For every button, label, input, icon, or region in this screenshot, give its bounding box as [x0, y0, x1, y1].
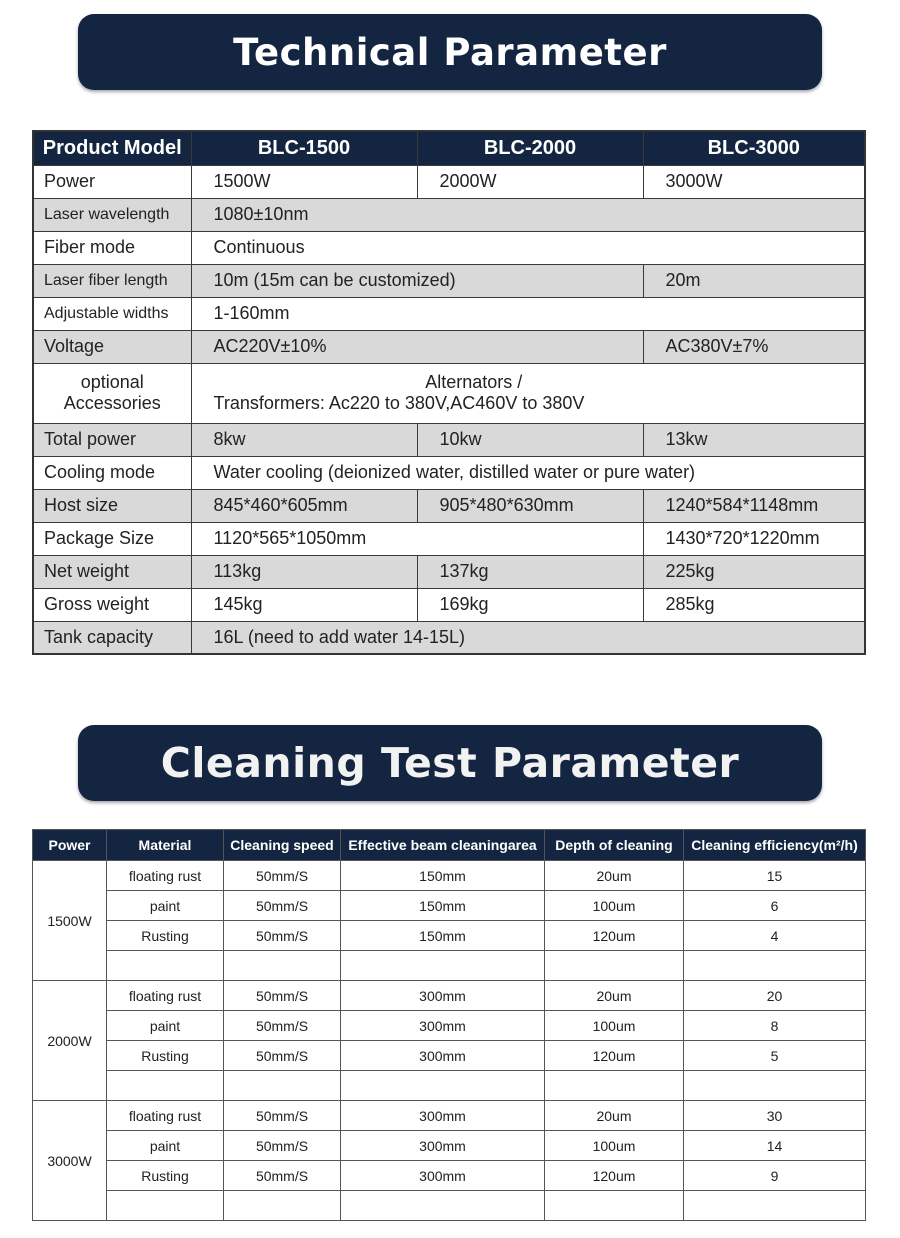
cell: 30 — [684, 1101, 866, 1131]
header-efficiency: Cleaning efficiency(m²/h) — [684, 830, 866, 861]
row-label: optional Accessories — [33, 363, 191, 423]
cell: 8kw — [191, 423, 417, 456]
cell: 10m (15m can be customized) — [191, 264, 643, 297]
technical-parameter-table — [32, 130, 866, 655]
row-label: Tank capacity — [33, 621, 191, 654]
cell: 285kg — [643, 588, 865, 621]
table-row — [33, 1041, 866, 1071]
cell: Rusting — [107, 1041, 224, 1071]
blank-row — [33, 1071, 866, 1101]
empty-cell — [684, 1191, 866, 1221]
header-material: Material — [107, 830, 224, 861]
cell: 20m — [643, 264, 865, 297]
row-label: Power — [33, 165, 191, 198]
empty-cell — [545, 1191, 684, 1221]
cell: 20um — [545, 981, 684, 1011]
row-label: Adjustable widths — [33, 297, 191, 330]
header-cleaning-speed: Cleaning speed — [224, 830, 341, 861]
cleaning-test-parameter-banner — [78, 725, 822, 801]
table-row — [33, 861, 866, 891]
cell: 145kg — [191, 588, 417, 621]
row-label: Fiber mode — [33, 231, 191, 264]
row-label: Laser fiber length — [33, 264, 191, 297]
header-product-model: Product Model — [33, 131, 191, 165]
cell: 137kg — [417, 555, 643, 588]
cell: floating rust — [107, 861, 224, 891]
table-row — [33, 921, 866, 951]
cell: 1080±10nm — [191, 198, 865, 231]
table-row-accessories — [33, 363, 865, 423]
table-header-row — [33, 131, 865, 165]
cell: 50mm/S — [224, 1041, 341, 1071]
cell: 300mm — [341, 1131, 545, 1161]
cell: 1500W — [191, 165, 417, 198]
table-row-cooling — [33, 456, 865, 489]
cell: 14 — [684, 1131, 866, 1161]
cell: AC220V±10% — [191, 330, 643, 363]
cell: floating rust — [107, 1101, 224, 1131]
accessories-line-1: Alternators / — [425, 372, 523, 392]
header-blc-1500: BLC-1500 — [191, 131, 417, 165]
cell: 13kw — [643, 423, 865, 456]
cell: 50mm/S — [224, 921, 341, 951]
cell: floating rust — [107, 981, 224, 1011]
header-beam-area: Effective beam cleaningarea — [341, 830, 545, 861]
cell: 50mm/S — [224, 891, 341, 921]
cell: paint — [107, 1011, 224, 1041]
empty-cell — [684, 1071, 866, 1101]
power-cell: 2000W — [33, 981, 107, 1101]
header-depth: Depth of cleaning — [545, 830, 684, 861]
table-row-widths — [33, 297, 865, 330]
cell: 50mm/S — [224, 861, 341, 891]
table-row-package-size — [33, 522, 865, 555]
cell: 100um — [545, 1131, 684, 1161]
header-blc-2000: BLC-2000 — [417, 131, 643, 165]
cell: 150mm — [341, 861, 545, 891]
cell: 120um — [545, 1041, 684, 1071]
cell: 905*480*630mm — [417, 489, 643, 522]
cleaning-test-table — [32, 829, 866, 1221]
cell: 20 — [684, 981, 866, 1011]
cell: 120um — [545, 921, 684, 951]
cell: 300mm — [341, 1041, 545, 1071]
technical-parameter-title: Technical Parameter — [233, 30, 667, 74]
blank-row — [33, 951, 866, 981]
cell: 100um — [545, 891, 684, 921]
cell: 1240*584*1148mm — [643, 489, 865, 522]
row-label: Total power — [33, 423, 191, 456]
cell: 8 — [684, 1011, 866, 1041]
cell: 50mm/S — [224, 981, 341, 1011]
empty-cell — [545, 951, 684, 981]
empty-cell — [341, 1071, 545, 1101]
cell: 300mm — [341, 981, 545, 1011]
cell: 100um — [545, 1011, 684, 1041]
header-power: Power — [33, 830, 107, 861]
cell: Continuous — [191, 231, 865, 264]
table-row-fiber-mode — [33, 231, 865, 264]
cell: 50mm/S — [224, 1011, 341, 1041]
cleaning-test-parameter-title: Cleaning Test Parameter — [160, 739, 740, 787]
cell: 5 — [684, 1041, 866, 1071]
cell: 50mm/S — [224, 1131, 341, 1161]
table-row — [33, 1131, 866, 1161]
cell: 20um — [545, 861, 684, 891]
empty-cell — [341, 951, 545, 981]
table-row-gross-weight — [33, 588, 865, 621]
cell: 300mm — [341, 1101, 545, 1131]
cell: paint — [107, 1131, 224, 1161]
cell: paint — [107, 891, 224, 921]
cell: Rusting — [107, 921, 224, 951]
empty-cell — [107, 1071, 224, 1101]
cell: 20um — [545, 1101, 684, 1131]
cell: 50mm/S — [224, 1101, 341, 1131]
cell: 3000W — [643, 165, 865, 198]
table-row — [33, 981, 866, 1011]
table-row-voltage — [33, 330, 865, 363]
empty-cell — [684, 951, 866, 981]
cell: 845*460*605mm — [191, 489, 417, 522]
empty-cell — [545, 1071, 684, 1101]
cell: 120um — [545, 1161, 684, 1191]
blank-row — [33, 1191, 866, 1221]
table-row — [33, 1011, 866, 1041]
cell: 15 — [684, 861, 866, 891]
row-label: Laser wavelength — [33, 198, 191, 231]
cell: 1120*565*1050mm — [191, 522, 643, 555]
cell: Water cooling (deionized water, distilled water or pure water) — [191, 456, 865, 489]
cell: Rusting — [107, 1161, 224, 1191]
cell: 9 — [684, 1161, 866, 1191]
table-row-wavelength — [33, 198, 865, 231]
table-row-tank-capacity — [33, 621, 865, 654]
empty-cell — [224, 951, 341, 981]
empty-cell — [107, 951, 224, 981]
cleaning-test-body — [33, 861, 866, 1221]
cell: 169kg — [417, 588, 643, 621]
cell: 1-160mm — [191, 297, 865, 330]
cell: 300mm — [341, 1011, 545, 1041]
cell — [191, 363, 865, 423]
row-label: Host size — [33, 489, 191, 522]
accessories-line-2: Transformers: Ac220 to 380V,AC460V to 380V — [213, 393, 585, 413]
table-row-power — [33, 165, 865, 198]
table-header-row — [33, 830, 866, 861]
row-label: Voltage — [33, 330, 191, 363]
row-label: Package Size — [33, 522, 191, 555]
cell: 10kw — [417, 423, 643, 456]
cell: 2000W — [417, 165, 643, 198]
table-row-host-size — [33, 489, 865, 522]
table-row — [33, 891, 866, 921]
technical-parameter-banner — [78, 14, 822, 90]
row-label: Gross weight — [33, 588, 191, 621]
cell: 6 — [684, 891, 866, 921]
header-blc-3000: BLC-3000 — [643, 131, 865, 165]
cell: 50mm/S — [224, 1161, 341, 1191]
cell: 225kg — [643, 555, 865, 588]
empty-cell — [341, 1191, 545, 1221]
table-row-net-weight — [33, 555, 865, 588]
table-row-total-power — [33, 423, 865, 456]
table-row — [33, 1161, 866, 1191]
table-row — [33, 1101, 866, 1131]
cell: 300mm — [341, 1161, 545, 1191]
empty-cell — [224, 1191, 341, 1221]
empty-cell — [224, 1071, 341, 1101]
cell: 16L (need to add water 14-15L) — [191, 621, 865, 654]
cell: 150mm — [341, 891, 545, 921]
power-cell: 1500W — [33, 861, 107, 981]
cell: 113kg — [191, 555, 417, 588]
row-label: Cooling mode — [33, 456, 191, 489]
empty-cell — [107, 1191, 224, 1221]
table-row-fiber-length — [33, 264, 865, 297]
power-cell: 3000W — [33, 1101, 107, 1221]
cell: AC380V±7% — [643, 330, 865, 363]
cell: 150mm — [341, 921, 545, 951]
cell: 4 — [684, 921, 866, 951]
row-label: Net weight — [33, 555, 191, 588]
cell: 1430*720*1220mm — [643, 522, 865, 555]
